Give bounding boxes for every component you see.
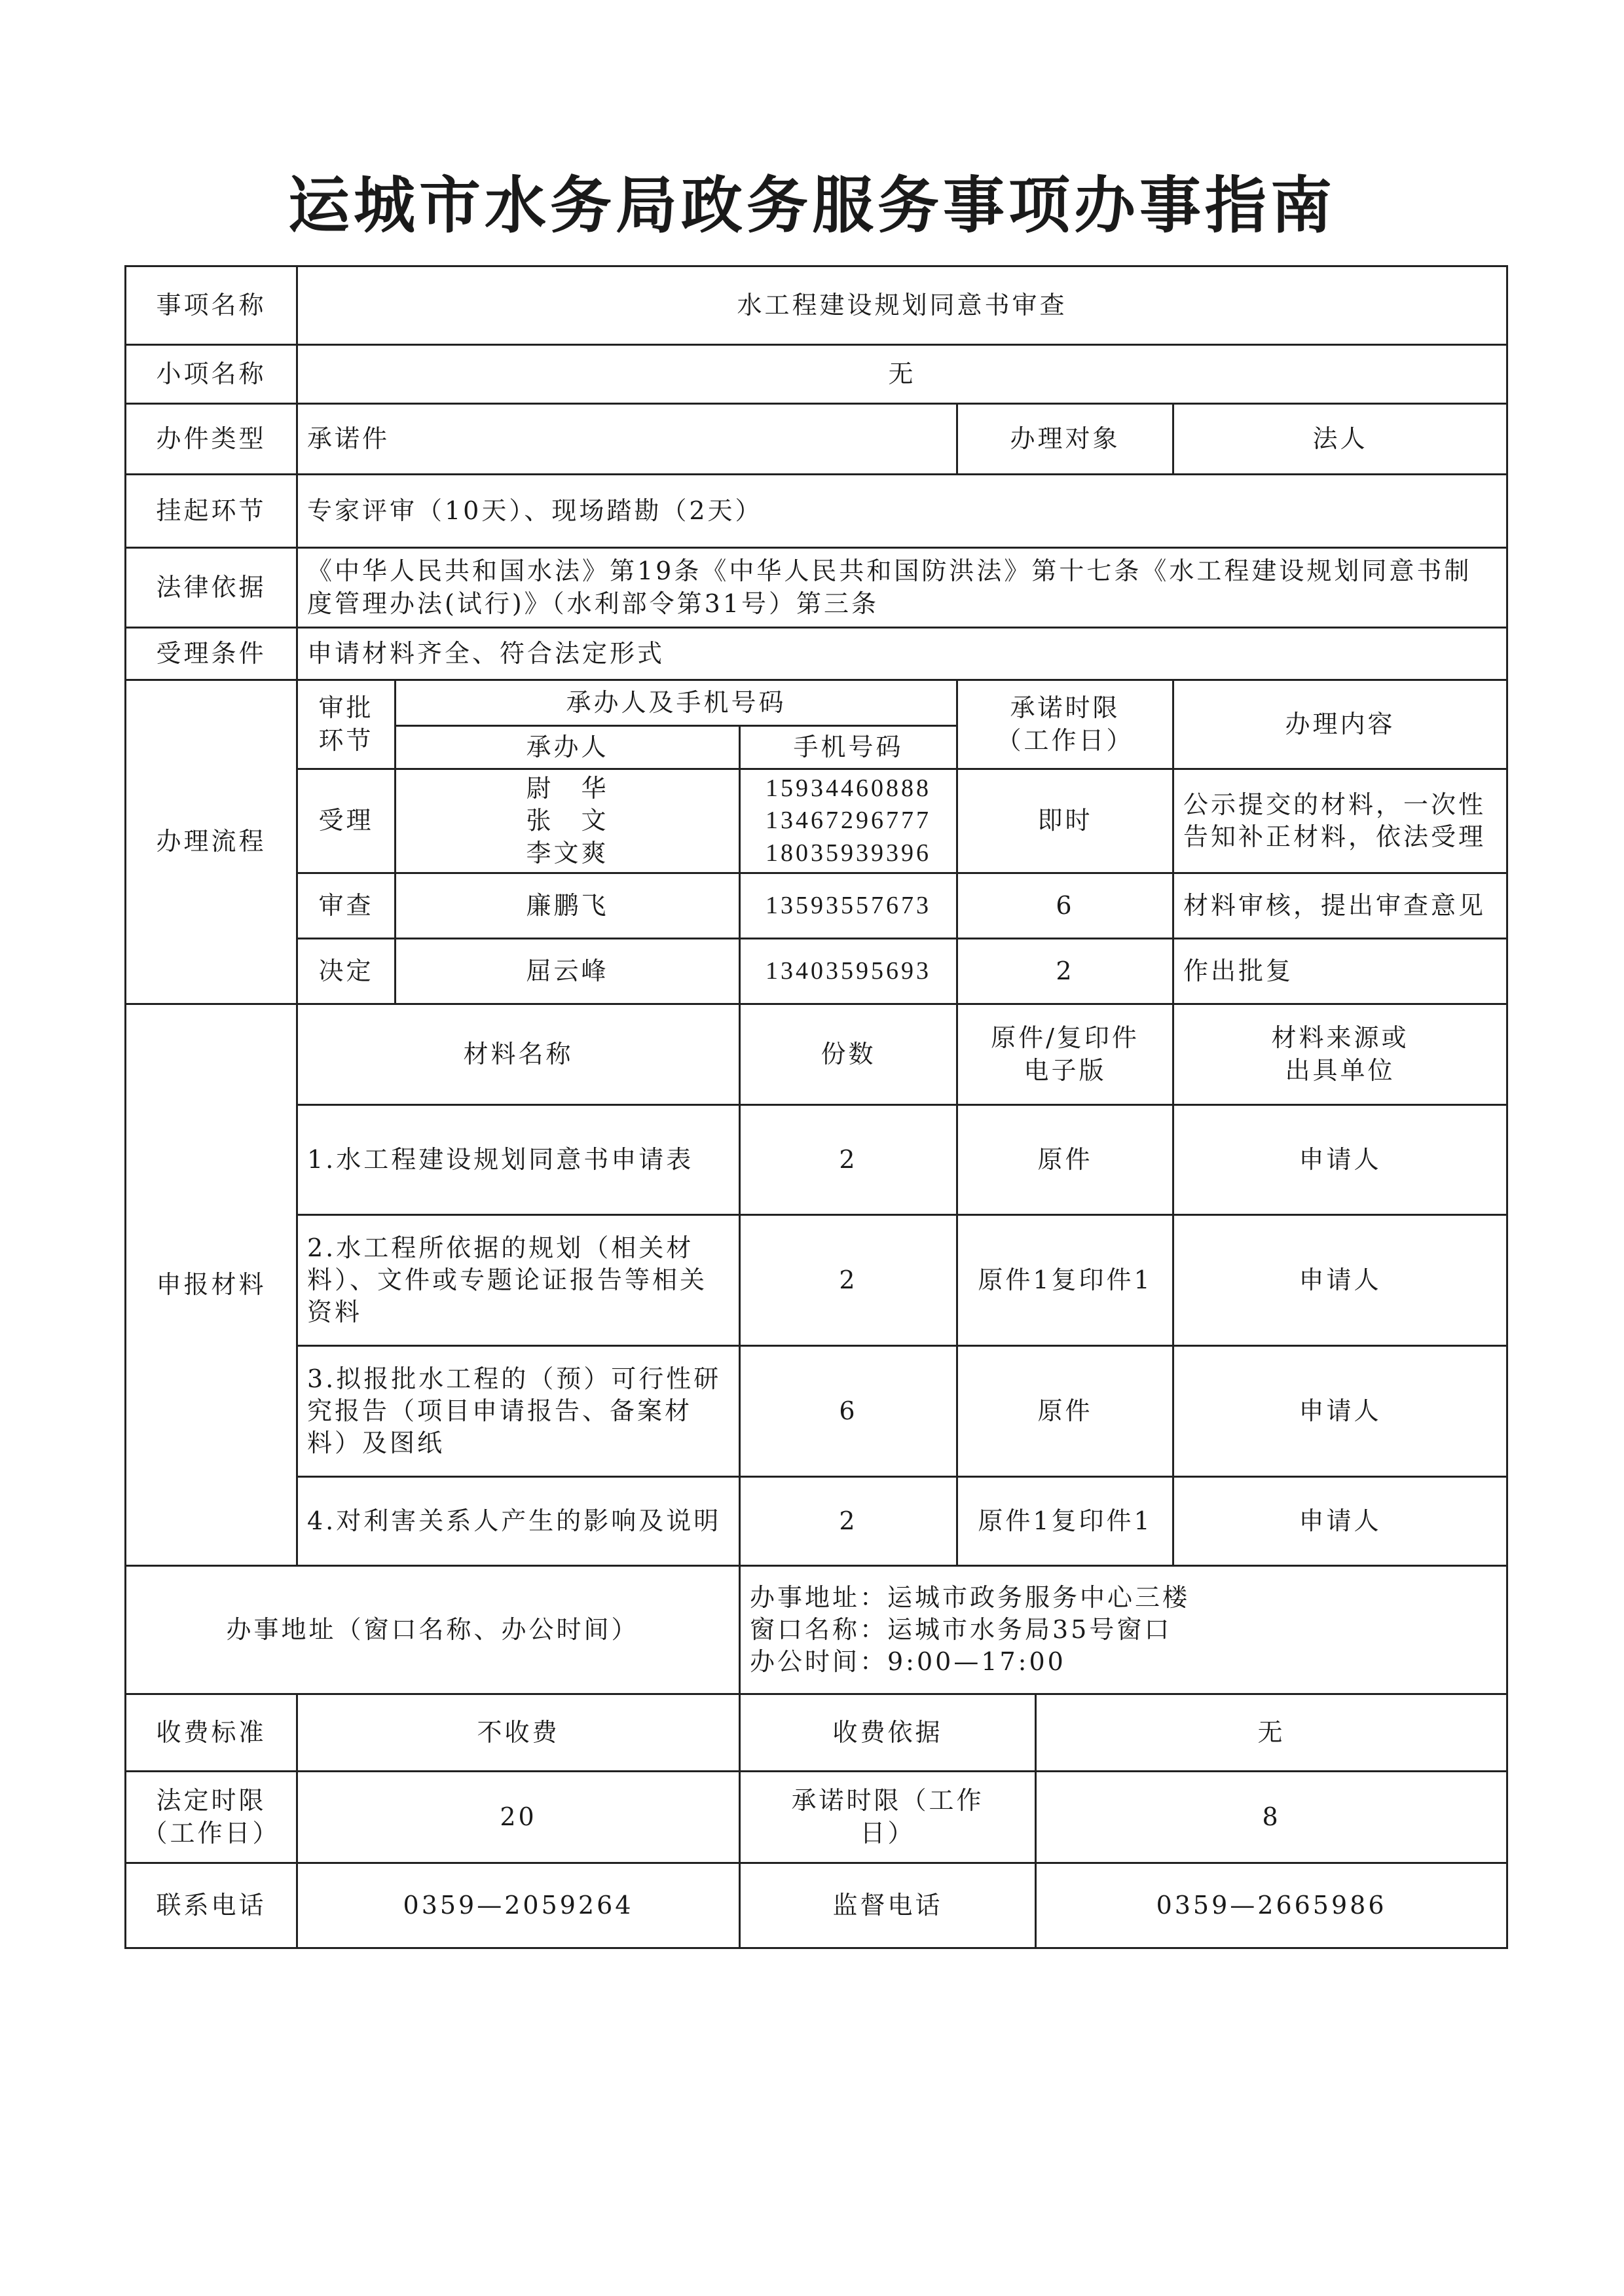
handler-names: 尉 华 张 文 李文爽 [396,769,740,873]
material-source: 申请人 [1173,1105,1507,1215]
source-header: 材料来源或 出具单位 [1173,1004,1507,1105]
fee-value: 不收费 [297,1694,740,1772]
material-source: 申请人 [1173,1477,1507,1566]
case-type-value: 承诺件 [297,404,957,475]
legal-basis-value: 《中华人民共和国水法》第19条《中华人民共和国防洪法》第十七条《水工程建设规划同意书制度管理办法(试行)》（水利部令第31号）第三条 [297,548,1507,628]
handler-names: 廉鹏飞 [396,873,740,939]
case-type-label: 办件类型 [126,404,297,475]
material-source: 申请人 [1173,1346,1507,1477]
content-header: 办理内容 [1173,680,1507,769]
material-source: 申请人 [1173,1215,1507,1346]
fee-label: 收费标准 [126,1694,297,1772]
material-name-header: 材料名称 [297,1004,740,1105]
material-form: 原件1复印件1 [957,1477,1173,1566]
step-name: 决定 [297,939,396,1004]
material-copies: 6 [740,1346,957,1477]
handler-names: 屈云峰 [396,939,740,1004]
handler-header: 承办人 [396,726,740,769]
step-name: 审查 [297,873,396,939]
supervise-label: 监督电话 [740,1863,1036,1948]
material-name: 1.水工程建设规划同意书申请表 [297,1105,740,1215]
material-name: 2.水工程所依据的规划（相关材料）、文件或专题论证报告等相关资料 [297,1215,740,1346]
contact-value: 0359—2059264 [297,1863,740,1948]
promise-limit-label: 承诺时限（工作 日） [740,1772,1036,1863]
handler-phones: 15934460888 13467296777 18035939396 [740,769,957,873]
material-form: 原件 [957,1346,1173,1477]
guide-table [124,265,1508,1949]
item-label: 事项名称 [126,266,297,345]
step-limit: 2 [957,939,1173,1004]
material-name: 3.拟报批水工程的（预）可行性研究报告（项目申请报告、备案材料）及图纸 [297,1346,740,1477]
office-hours: 办公时间：9:00—17:00 [750,1647,1066,1677]
process-row [126,939,1507,1004]
target-label: 办理对象 [957,404,1173,475]
step-content: 公示提交的材料，一次性告知补正材料，依法受理 [1173,769,1507,873]
handler-phones: 13593557673 [740,873,957,939]
copies-header: 份数 [740,1004,957,1105]
legal-limit-value: 20 [297,1772,740,1863]
contact-label: 联系电话 [126,1863,297,1948]
material-form: 原件 [957,1105,1173,1215]
fee-basis-value: 无 [1036,1694,1507,1772]
material-row [126,1215,1507,1346]
suspension-label: 挂起环节 [126,475,297,548]
process-step-header: 审批 环节 [297,680,396,769]
step-content: 作出批复 [1173,939,1507,1004]
acceptance-value: 申请材料齐全、符合法定形式 [297,628,1507,680]
promise-limit-value: 8 [1036,1772,1507,1863]
limit-header: 承诺时限 （工作日） [957,680,1173,769]
step-limit: 即时 [957,769,1173,873]
handler-group-header: 承办人及手机号码 [396,680,957,726]
suspension-value: 专家评审（10天）、现场踏勘（2天） [297,475,1507,548]
supervise-value: 0359—2665986 [1036,1863,1507,1948]
handler-phones: 13403595693 [740,939,957,1004]
material-form: 原件1复印件1 [957,1215,1173,1346]
office-window: 窗口名称：运城市水务局35号窗口 [750,1614,1172,1644]
office-details [740,1566,1507,1694]
legal-limit-label: 法定时限 （工作日） [126,1772,297,1863]
sub-item-label: 小项名称 [126,345,297,404]
materials-label: 申报材料 [126,1004,297,1566]
process-row [126,769,1507,873]
step-content: 材料审核，提出审查意见 [1173,873,1507,939]
page-title: 运城市水务局政务服务事项办事指南 [287,170,1336,242]
material-row [126,1477,1507,1566]
target-value: 法人 [1173,404,1507,475]
form-header: 原件/复印件 电子版 [957,1004,1173,1105]
fee-basis-label: 收费依据 [740,1694,1036,1772]
office-label: 办事地址（窗口名称、办公时间） [126,1566,740,1694]
item-value: 水工程建设规划同意书审查 [297,266,1507,345]
material-copies: 2 [740,1105,957,1215]
material-copies: 2 [740,1215,957,1346]
material-copies: 2 [740,1477,957,1566]
step-limit: 6 [957,873,1173,939]
process-row [126,873,1507,939]
legal-basis-label: 法律依据 [126,548,297,628]
material-row [126,1346,1507,1477]
process-label: 办理流程 [126,680,297,1004]
step-name: 受理 [297,769,396,873]
material-row [126,1105,1507,1215]
phone-header: 手机号码 [740,726,957,769]
material-name: 4.对利害关系人产生的影响及说明 [297,1477,740,1566]
sub-item-value: 无 [297,345,1507,404]
acceptance-label: 受理条件 [126,628,297,680]
office-address: 办事地址：运城市政务服务中心三楼 [750,1582,1190,1612]
